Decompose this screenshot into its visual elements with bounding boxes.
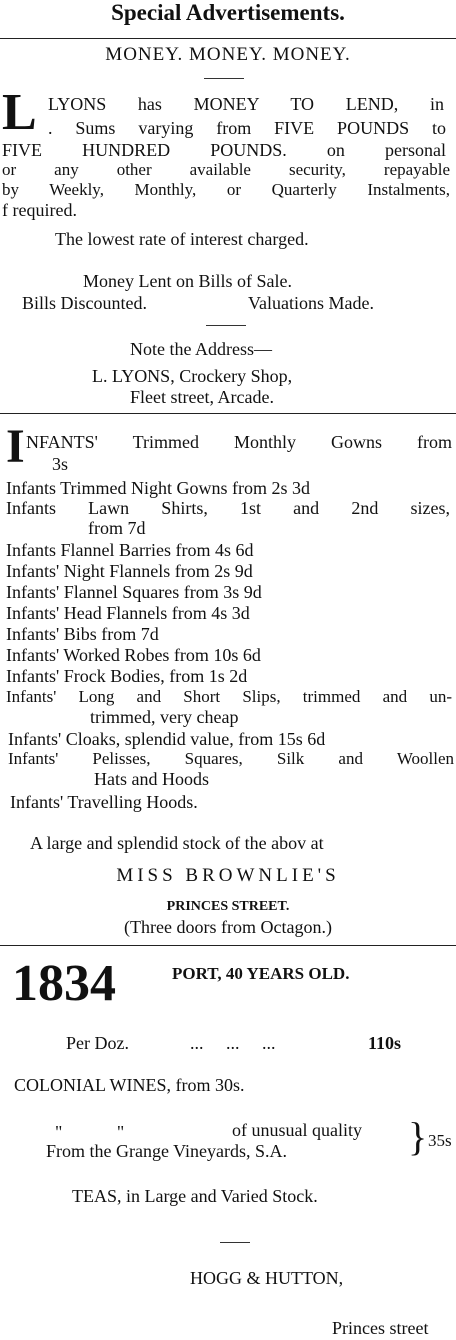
brace-glyph: } [408, 1114, 428, 1159]
lyons-line-2: . Sums varying from FIVE POUNDS to [48, 118, 446, 138]
hogg-price-1: 110s [368, 1033, 402, 1053]
brownlie-name: MISS BROWNLIE'S [116, 865, 340, 886]
brownlie-dropcap: I [6, 420, 25, 473]
list-item: trimmed, very cheap [90, 707, 239, 727]
hogg-per-doz: Per Doz. [66, 1033, 129, 1053]
lyons-line-6: f required. [2, 200, 77, 220]
hogg-princes-street: Princes street [332, 1318, 429, 1338]
lyons-bills-discounted: Bills Discounted. [22, 293, 147, 313]
hogg-firm: HOGG & HUTTON, [190, 1268, 344, 1288]
brownlie-street: PRINCES STREET. [166, 899, 290, 914]
page-title: Special Advertisements. [111, 0, 345, 25]
list-item: Infants' Bibs from 7d [6, 624, 159, 644]
list-item: Infants' Night Flannels from 2s 9d [6, 561, 253, 581]
hogg-teas: TEAS, in Large and Varied Stock. [72, 1186, 318, 1206]
lyons-dropcap: L [2, 84, 37, 141]
divider [0, 945, 456, 946]
list-item: Infants' Travelling Hoods. [10, 792, 198, 812]
list-item: Infants' Head Flannels from 4s 3d [6, 603, 250, 623]
list-item: Infants' Frock Bodies, from 1s 2d [6, 666, 248, 686]
divider [0, 413, 456, 414]
list-item: Infants' Pelisses, Squares, Silk and Woollen [8, 749, 454, 768]
lyons-line-5: by Weekly, Monthly, or Quarterly Instalments, [2, 180, 450, 199]
lyons-note: Note the Address— [130, 339, 272, 359]
lyons-line-1: LYONS has MONEY TO LEND, in [48, 94, 444, 114]
hogg-colonial: COLONIAL WINES, from 30s. [14, 1075, 245, 1095]
hogg-port: PORT, 40 YEARS OLD. [172, 964, 350, 983]
list-item: Infants' Long and Short Slips, trimmed and un- [6, 687, 452, 706]
lyons-heading: MONEY. MONEY. MONEY. [105, 44, 351, 65]
brownlie-first-line: NFANTS' Trimmed Monthly Gowns from [26, 432, 452, 452]
short-rule [206, 325, 246, 326]
short-rule [204, 78, 244, 79]
short-rule [220, 1242, 250, 1243]
list-item: Infants' Cloaks, splendid value, from 15s 6d [8, 729, 326, 749]
list-item: Infants Trimmed Night Gowns from 2s 3d [6, 478, 311, 498]
hogg-dots: ... ... ... [190, 1033, 276, 1053]
hogg-year: 1834 [12, 955, 116, 1012]
list-item: Hats and Hoods [94, 769, 209, 789]
hogg-grange: From the Grange Vineyards, S.A. [46, 1141, 288, 1161]
hogg-unusual: of unusual quality [232, 1120, 362, 1140]
lyons-address-1: L. LYONS, Crockery Shop, [92, 366, 293, 386]
list-item: Infants Lawn Shirts, 1st and 2nd sizes, [6, 498, 450, 518]
lyons-bills-sale: Money Lent on Bills of Sale. [83, 271, 292, 291]
brownlie-doors: (Three doors from Octagon.) [124, 917, 332, 937]
hogg-price-2: 35s [428, 1131, 452, 1150]
divider [0, 38, 456, 39]
hogg-ditto: " " [55, 1122, 125, 1142]
lyons-line-3: FIVE HUNDRED POUNDS. on personal [2, 140, 446, 160]
lyons-valuations: Valuations Made. [248, 293, 374, 313]
list-item: Infants' Worked Robes from 10s 6d [6, 645, 261, 665]
brownlie-first-cont: 3s [52, 454, 69, 474]
lyons-line-4: or any other available security, repayable [2, 160, 450, 179]
brownlie-stock: A large and splendid stock of the abov at [30, 833, 324, 853]
list-item: Infants' Flannel Squares from 3s 9d [6, 582, 262, 602]
list-item: Infants Flannel Barries from 4s 6d [6, 540, 254, 560]
list-item: from 7d [88, 518, 146, 538]
lyons-rate: The lowest rate of interest charged. [55, 229, 309, 249]
lyons-address-2: Fleet street, Arcade. [130, 387, 274, 407]
